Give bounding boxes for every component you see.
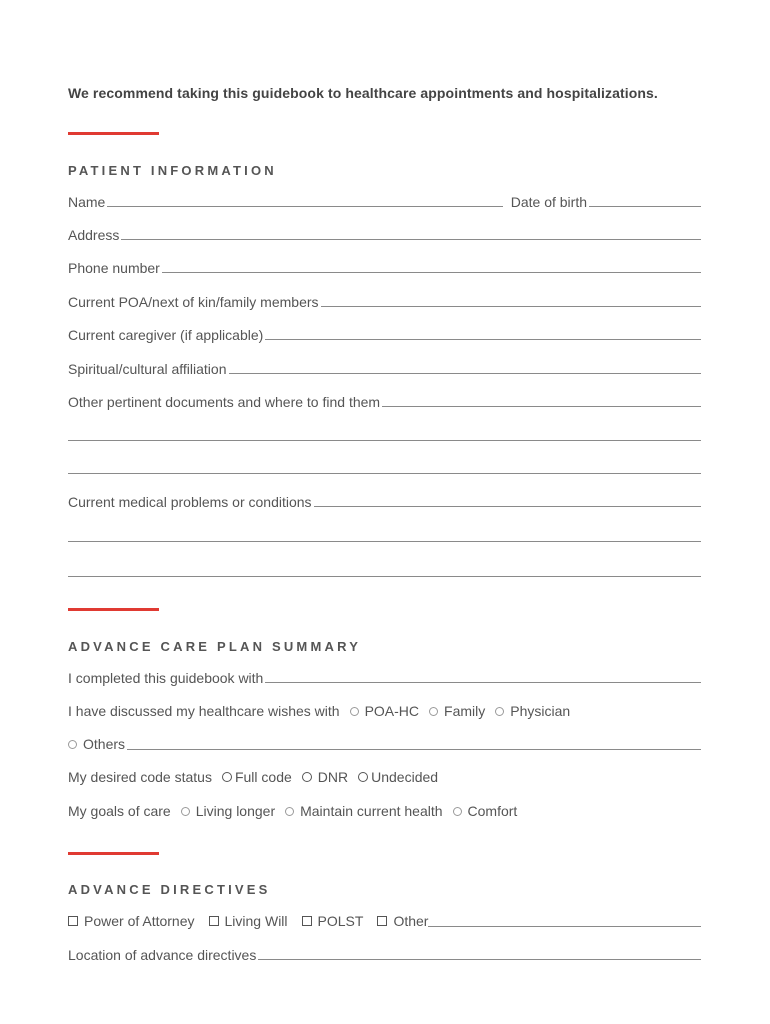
code-status-row: [68, 768, 701, 786]
checkbox-icon: [302, 916, 312, 926]
medical-label: Current medical problems or conditions: [68, 494, 312, 510]
radio-circle-icon: [429, 707, 438, 716]
dob-field[interactable]: [589, 206, 701, 207]
intro-text: We recommend taking this guidebook to healthcare appointments and hospitalizations.: [68, 85, 658, 101]
location-label: Location of advance directives: [68, 947, 257, 963]
name-row: [68, 192, 701, 210]
spiritual-label: Spiritual/cultural affiliation: [68, 361, 227, 377]
documents-field-line-3[interactable]: [68, 473, 701, 474]
advance-directives-title: ADVANCE DIRECTIVES: [68, 882, 271, 897]
documents-row: [68, 392, 701, 410]
directive-other[interactable]: Other: [377, 913, 428, 929]
medical-field-line-2[interactable]: [68, 541, 701, 542]
goals-option-living-longer[interactable]: Living longer: [181, 803, 275, 819]
others-field[interactable]: [127, 749, 701, 750]
medical-extra-line-1: [68, 527, 701, 545]
medical-extra-line-2: [68, 562, 701, 580]
radio-circle-icon: [358, 772, 368, 782]
radio-circle-icon: [350, 707, 359, 716]
radio-circle-icon: [285, 807, 294, 816]
caregiver-field[interactable]: [265, 339, 701, 340]
caregiver-label: Current caregiver (if applicable): [68, 327, 264, 343]
address-label: Address: [68, 227, 120, 243]
section-accent-bar: [68, 608, 159, 611]
discussed-with-label: I have discussed my healthcare wishes with: [68, 703, 340, 719]
phone-row: [68, 258, 701, 276]
radio-circle-icon: [495, 707, 504, 716]
goals-option-maintain-health[interactable]: Maintain current health: [285, 803, 442, 819]
location-row: [68, 945, 701, 963]
spiritual-field[interactable]: [229, 373, 702, 374]
code-status-dnr[interactable]: DNR: [302, 769, 348, 785]
section-accent-bar: [68, 852, 159, 855]
checkbox-icon: [377, 916, 387, 926]
completed-with-label: I completed this guidebook with: [68, 670, 264, 686]
discussed-option-others[interactable]: Others: [68, 736, 125, 752]
documents-label: Other pertinent documents and where to find them: [68, 394, 381, 410]
radio-circle-icon: [453, 807, 462, 816]
section-accent-bar: [68, 132, 159, 135]
directive-other-field[interactable]: [428, 926, 701, 927]
medical-field[interactable]: [314, 506, 701, 507]
documents-field[interactable]: [382, 406, 701, 407]
discussed-option-poa-hc[interactable]: POA-HC: [350, 703, 419, 719]
discussed-option-physician[interactable]: Physician: [495, 703, 570, 719]
completed-with-row: [68, 668, 701, 686]
radio-circle-icon: [302, 772, 312, 782]
documents-field-line-2[interactable]: [68, 440, 701, 441]
name-field[interactable]: [107, 206, 502, 207]
documents-extra-line-2: [68, 459, 701, 477]
caregiver-row: [68, 325, 701, 343]
code-status-undecided[interactable]: Undecided: [358, 769, 438, 785]
poa-label: Current POA/next of kin/family members: [68, 294, 319, 310]
others-row: [68, 735, 701, 753]
spiritual-row: [68, 359, 701, 377]
phone-field[interactable]: [162, 272, 701, 273]
goals-label: My goals of care: [68, 803, 171, 819]
checkbox-icon: [209, 916, 219, 926]
completed-with-field[interactable]: [265, 682, 701, 683]
name-label: Name: [68, 194, 106, 210]
directive-living-will[interactable]: Living Will: [209, 913, 288, 929]
poa-field[interactable]: [321, 306, 701, 307]
phone-label: Phone number: [68, 260, 160, 276]
poa-row: [68, 292, 701, 310]
address-field[interactable]: [121, 239, 701, 240]
documents-extra-line-1: [68, 426, 701, 444]
directives-row: [68, 912, 701, 930]
goals-row: [68, 802, 701, 820]
radio-circle-icon: [222, 772, 232, 782]
medical-row: [68, 492, 701, 510]
location-field[interactable]: [258, 959, 701, 960]
directive-power-of-attorney[interactable]: Power of Attorney: [68, 913, 195, 929]
acp-summary-title: ADVANCE CARE PLAN SUMMARY: [68, 639, 362, 654]
directive-polst[interactable]: POLST: [302, 913, 364, 929]
patient-info-title: PATIENT INFORMATION: [68, 163, 277, 178]
code-status-full-code[interactable]: Full code: [222, 769, 292, 785]
checkbox-icon: [68, 916, 78, 926]
discussed-with-row: [68, 702, 701, 720]
radio-circle-icon: [181, 807, 190, 816]
discussed-option-family[interactable]: Family: [429, 703, 485, 719]
medical-field-line-3[interactable]: [68, 576, 701, 577]
address-row: [68, 225, 701, 243]
dob-label: Date of birth: [510, 194, 587, 210]
goals-option-comfort[interactable]: Comfort: [453, 803, 518, 819]
radio-circle-icon: [68, 740, 77, 749]
code-status-label: My desired code status: [68, 769, 212, 785]
